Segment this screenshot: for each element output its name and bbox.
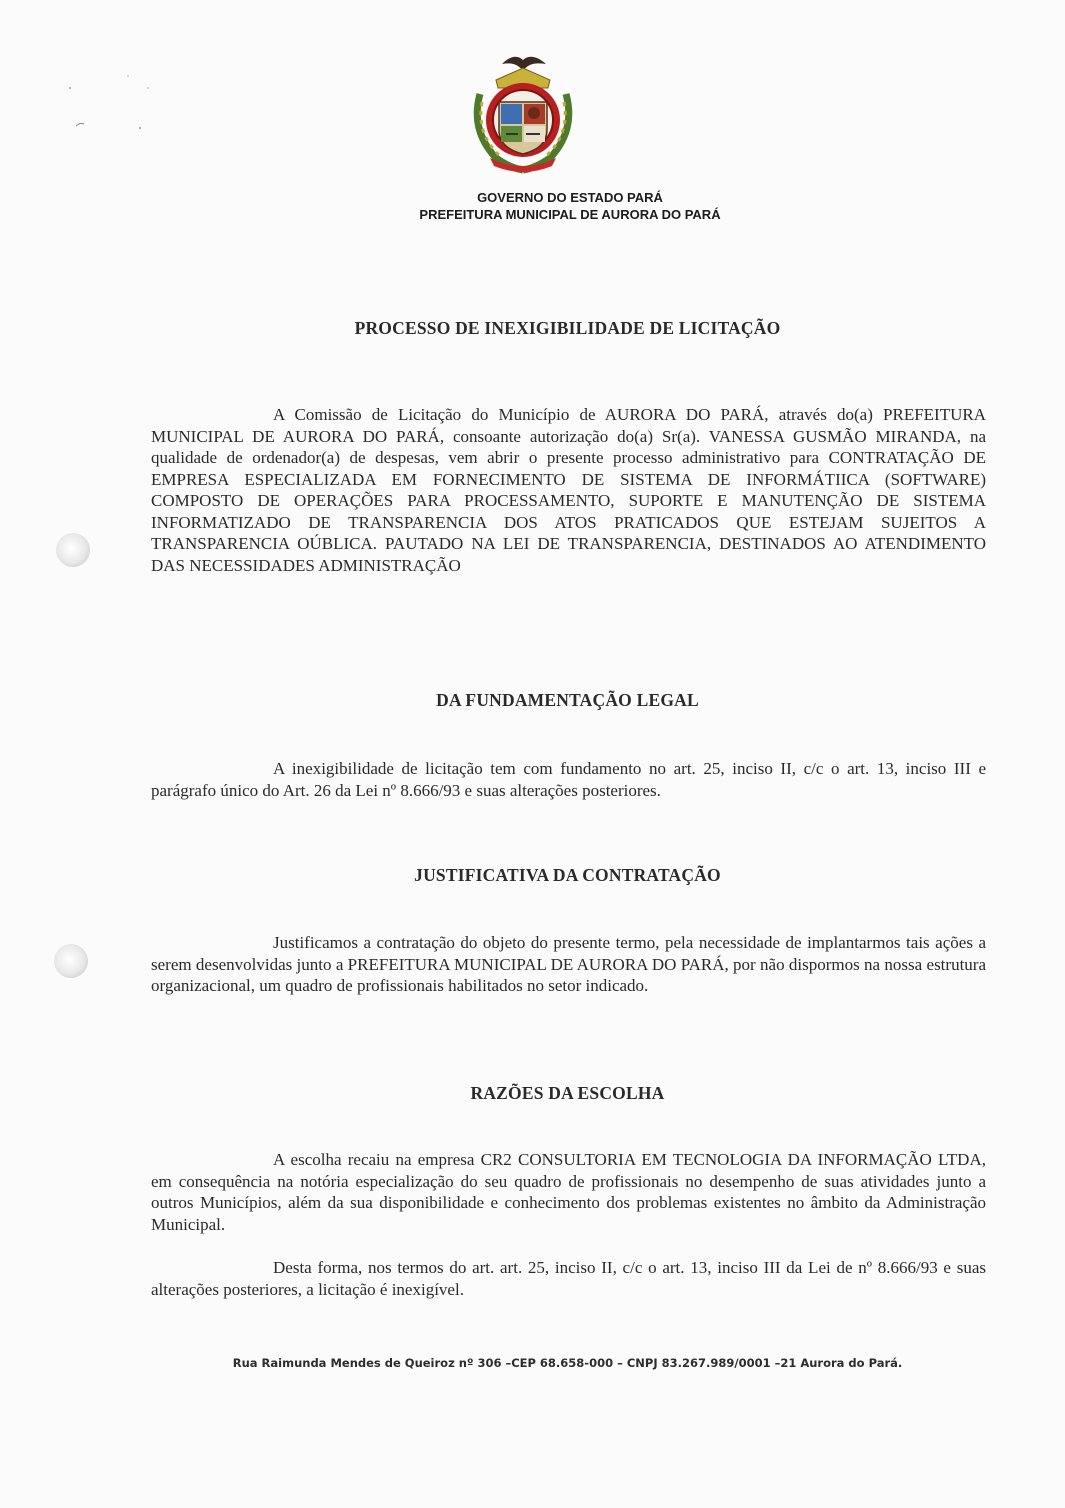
razoes-text-2: Desta forma, nos termos do art. art. 25, inciso II, c/c o art. 13, inciso III da Lei de nº 8.666/93 e suas alterações posteriores, a licitação é inexigível. (151, 1258, 986, 1299)
footer-address: Rua Raimunda Mendes de Queiroz nº 306 –CEP 68.658-000 – CNPJ 83.267.989/0001 –21 Aurora do Pará. (232, 1356, 903, 1370)
document-title: PROCESSO DE INEXIGIBILIDADE DE LICITAÇÃO (354, 318, 781, 338)
scan-marks (60, 70, 160, 140)
punch-hole-icon (54, 944, 88, 978)
razoes-paragraph-2 (151, 1257, 986, 1300)
razoes-text-1: A escolha recaiu na empresa CR2 CONSULTORIA EM TECNOLOGIA DA INFORMAÇÃO LTDA, em consequência na notória especialização do seu quadro de profissionais no desempenho de suas atividades junto a outros Municípios, além da sua disponibilidade e conhecimento dos problemas existentes no âmbito da Administração Municipal. (151, 1150, 986, 1234)
punch-hole-icon (56, 533, 90, 567)
header-government: GOVERNO DO ESTADO PARÁ (477, 190, 663, 205)
fundamentacao-text: A inexigibilidade de licitação tem com fundamento no art. 25, inciso II, c/c o art. 13, inciso III e parágrafo único do Art. 26 da Lei nº 8.666/93 e suas alterações posteriores. (151, 759, 986, 800)
municipal-crest-icon (462, 50, 584, 176)
fundamentacao-paragraph (151, 758, 986, 801)
justificativa-text: Justificamos a contratação do objeto do presente termo, pela necessidade de implantarmos tais ações a serem desenvolvidas junto a PREFEITURA MUNICIPAL DE AURORA DO PARÁ, por não dispormos na nossa estrutura organizacional, um quadro de profissionais habilitados no setor indicado. (151, 933, 986, 995)
heading-fundamentacao: DA FUNDAMENTAÇÃO LEGAL (436, 690, 699, 710)
justificativa-paragraph (151, 932, 986, 997)
razoes-paragraph-1 (151, 1149, 986, 1235)
heading-razoes: RAZÕES DA ESCOLHA (470, 1083, 665, 1103)
header-prefeitura: PREFEITURA MUNICIPAL DE AURORA DO PARÁ (419, 207, 721, 222)
intro-text: A Comissão de Licitação do Município de AURORA DO PARÁ, através do(a) PREFEITURA MUNICIPAL DE AURORA DO PARÁ, consoante autorização do(a) Sr(a). VANESSA GUSMÃO MIRANDA, na qualidade de ordenador(a) de despesas, vem abrir o presente processo administrativo para CONTRATAÇÃO DE EMPRESA ESPECIALIZADA EM FORNECIMENTO DE SISTEMA DE INFORMÁTIICA (SOFTWARE) COMPOSTO DE OPERAÇÕES PARA PROCESSAMENTO, SUPORTE E MANUTENÇÃO DE SISTEMA INFORMATIZADO DE TRANSPARENCIA DOS ATOS PRATICADOS QUE ESTEJAM SUJEITOS A TRANSPARENCIA OÚBLICA. PAUTADO NA LEI DE TRANSPARENCIA, DESTINADOS AO ATENDIMENTO DAS NECESSIDADES ADMINISTRAÇÃO (151, 405, 986, 575)
heading-justificativa: JUSTIFICATIVA DA CONTRATAÇÃO (414, 865, 721, 885)
intro-paragraph (151, 404, 986, 576)
